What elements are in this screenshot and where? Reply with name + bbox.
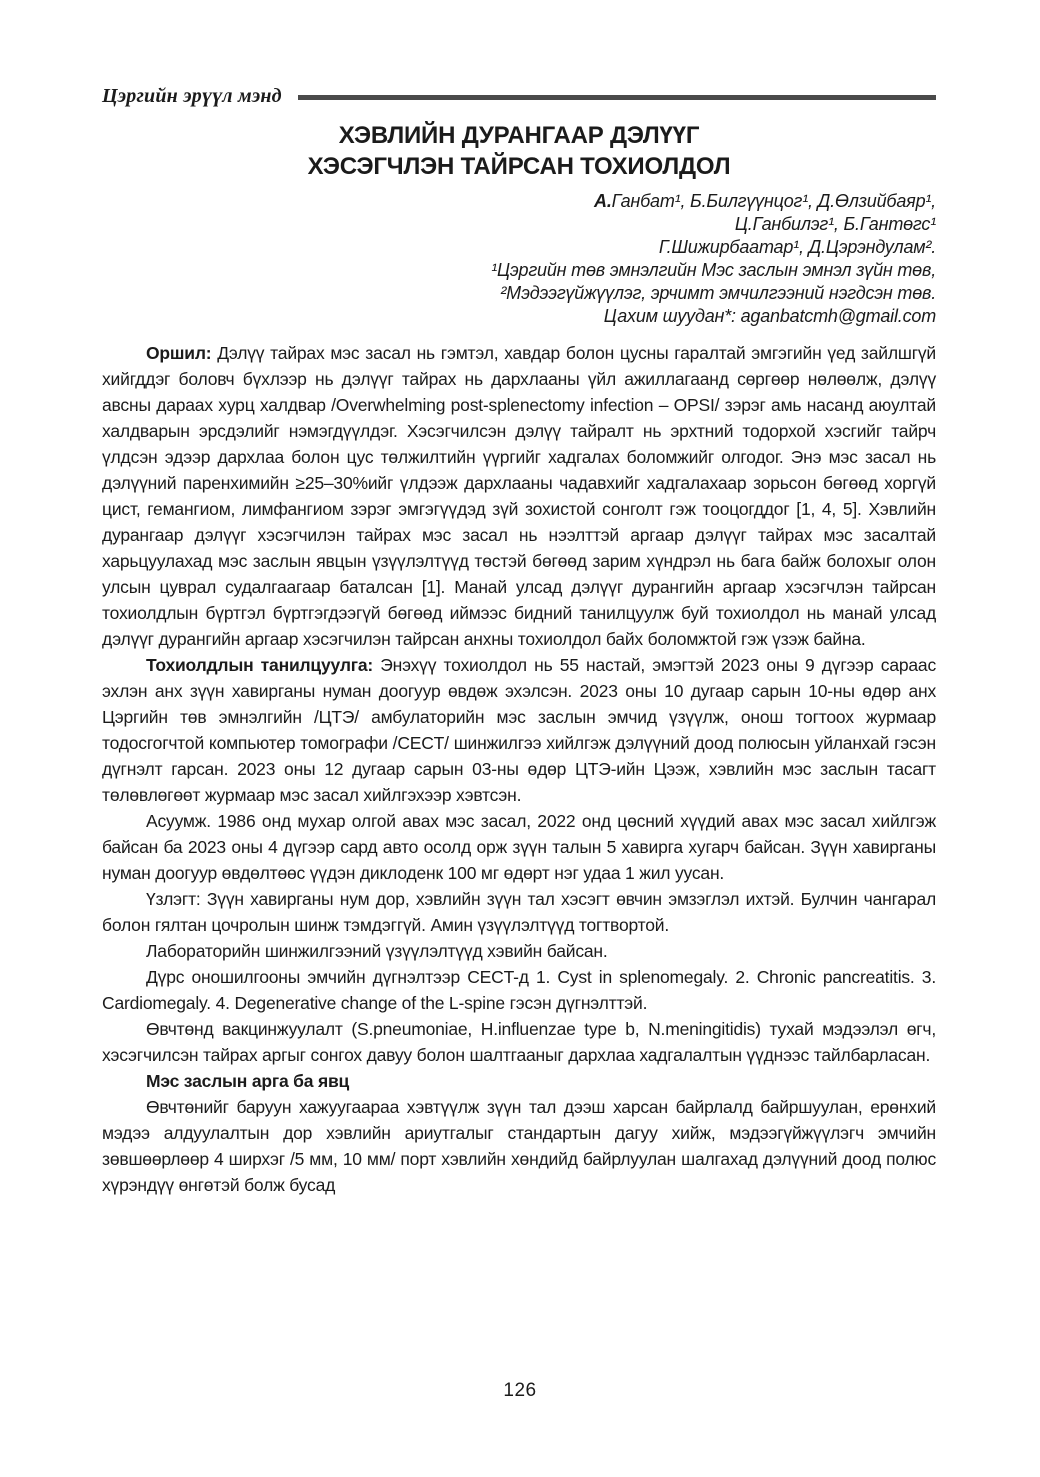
paragraph-case-presentation (102, 652, 936, 808)
email-line: Цахим шуудан*: aganbatcmh@gmail.com (603, 306, 936, 326)
paragraph-case-presentation-text: Энэхүү тохиолдол нь 55 настай, эмэгтэй 2023 оны 9 дүгээр сараас эхлэн анх зүүн хавирганы нуман доогуур өвдөж эхэлсэн. 2023 оны 10 дугаар сарын 10-ны өдөр анх Цэргийн төв эмнэлгийн /ЦТЭ/ амбулаторийн мэс заслын эмчид үзүүлж, онош тогтоох журмаар тодосгогчтой компьютер томографи /CECT/ шинжилгээ хийлгэж дэлүүний доод полюсын уйланхай гэсэн дүгнэлт гарсан. 2023 оны 12 дугаар сарын 03-ны өдөр ЦТЭ-ийн Цээж, хэвлийн мэс заслын тасагт төлөвлөгөөт журмаар мэс засал хийлгэхээр хэвтсэн. (102, 655, 937, 805)
paragraph-case-presentation-lead: Тохиолдлын танилцуулга: (146, 655, 381, 675)
author-line-2: Ц.Ганбилэг¹, Б.Гантөгс¹ (734, 214, 936, 234)
paragraph-laboratory-text: Лабораторийн шинжилгээний үзүүлэлтүүд хэвийн байсан. (146, 941, 608, 961)
paragraph-introduction-text: Дэлүү тайрах мэс засал нь гэмтэл, хавдар болон цусны гаралтай эмгэгийн үед зайлшгүй хийгддэг боловч бүхлээр нь дэлүүг тайрах нь дархлааны үйл ажиллагаанд сөргөөр нөлөөлж, дэлүү авсны дараах хурц халдвар /Overwhelming post-splenectomy infection – OPSI/ зэрэг амь насанд аюултай халдварын эрсдэлийг нэмэгдүүлдэг. Хэсэгчилсэн дэлүү тайралт нь эрхтний тодорхой хэсгийг тайрч үлдсэн эдээр дархлаа болон цус төлжилтийн үүргийг хадгалах боломжийг олгодог. Энэ мэс засал нь дэлүүний паренхимийн ≥25–30%ийг үлдээж дархлааны чадавхийг хадгалахаар зорьсон бөгөөд хоргүй цист, гемангиом, лимфангиом зэрэг эмгэгүүдэд зүй зохистой сонголт гэж тооцогддог [1, 4, 5]. Хэвлийн дурангаар дэлүүг хэсэгчилэн тайрах мэс засал нь нээлттэй аргаар дэлүүг тайрах мэс засалтай харьцуулахад мэс заслын явцын үзүүлэлтүүд төстэй бөгөөд зарим хүндрэл нь бага байж болохыг олон улсын цуврал судалгаагаар баталсан [1]. Манай улсад дэлүүг дурангийн аргаар хэсэгчлэн тайрсан тохиолдлын бүртгэл бүртгэгдээгүй бөгөөд иймээс бидний танилцуулж буй тохиолдол нь манай улсад дэлүүг дурангийн аргаар хэсэгчилэн тайрсан анхны тохиолдол байх боломжтой гэж үзэж байна. (102, 343, 936, 649)
paragraph-surgical-procedure-text: Өвчтөнийг баруун хажуугаараа хэвтүүлж зүүн тал дээш харсан байрлалд байршуулан, ерөнхий мэдээ алдуулалтын дор хэвлийн ариутгалыг стандартын дагуу хийж, мэдээгүйжүүлэгч эмчийн зөвшөөрлөөр 4 ширхэг /5 мм, 10 мм/ порт хэвлийн хөндийд байрлуулан шалгахад дэлүүний доод полюс хүрэндүү өнгөтэй болж бусад (102, 1097, 936, 1195)
paragraph-imaging (102, 964, 936, 1016)
page-number: 126 (503, 1380, 537, 1401)
paragraph-history (102, 808, 936, 886)
author-line-3: Г.Шижирбаатар¹, Д.Цэрэндулам². (658, 237, 936, 257)
paragraph-introduction-lead: Оршил: (146, 343, 218, 363)
article-title (102, 120, 936, 182)
article-body (102, 340, 936, 1198)
article-title-line1: ХЭВЛИЙН ДУРАНГААР ДЭЛҮҮГ (338, 122, 700, 149)
section-heading-surgical-method (102, 1068, 936, 1094)
author-line-1 (102, 190, 936, 213)
section-heading-surgical-method-text: Мэс заслын арга ба явц (146, 1071, 350, 1091)
paragraph-examination (102, 886, 936, 938)
paragraph-history-text: Асуумж. 1986 онд мухар олгой авах мэс засал, 2022 онд цөсний хүүдий авах мэс засал хийлгэж байсан ба 2023 оны 4 дүгээр сард авто осолд орж зүүн талын 5 хавирга хугарч байсан. Зүүн хавирганы нуман доогуур өвдөлтөөс үүдэн диклоденк 100 мг өдөрт нэг удаа 1 жил уусан. (102, 811, 936, 883)
paragraph-laboratory (102, 938, 936, 964)
paragraph-surgical-procedure (102, 1094, 936, 1198)
author-line-1-rest: Ганбат¹, Б.Билгүүнцог¹, Д.Өлзийбаяр¹, (611, 191, 936, 211)
journal-name: Цэргийн эрүүл мэнд (102, 85, 282, 107)
paragraph-examination-text: Үзлэгт: Зүүн хавирганы нум дор, хэвлийн зүүн тал хэсэгт өвчин эмзэглэл ихтэй. Булчин чангарал болон гялтан цочролын шинж тэмдэггүй. Амин үзүүлэлтүүд тогтвортой. (102, 889, 936, 935)
paragraph-imaging-text: Дүрс оношилгооны эмчийн дүгнэлтээр CECT-д 1. Cyst in splenomegaly. 2. Chronic pancreatitis. 3. Cardiomegaly. 4. Degenerative change of the L-spine гэсэн дүгнэлттэй. (102, 967, 936, 1013)
affiliation-line-1: ¹Цэргийн төв эмнэлгийн Мэс заслын эмнэл зүйн төв, (491, 260, 936, 280)
affiliation-line-2: ²Мэдээгүйжүүлэг, эрчимт эмчилгээний нэгдсэн төв. (500, 283, 936, 303)
paragraph-vaccination (102, 1016, 936, 1068)
header-rule-divider (298, 95, 936, 100)
paragraph-vaccination-text: Өвчтөнд вакцинжуулалт (S.pneumoniae, H.influenzae type b, N.meningitidis) тухай мэдээлэл өгч, хэсэгчилсэн тайрах аргыг сонгох давуу болон шалтгааныг дархлаа хадгалалтын үүднээс тайлбарласан. (102, 1019, 936, 1065)
author-line-1-lead: А. (594, 191, 612, 211)
byline-block (102, 190, 936, 328)
paragraph-introduction (102, 340, 936, 652)
journal-header (102, 84, 936, 108)
article-title-line2: ХЭСЭГЧЛЭН ТАЙРСАН ТОХИОЛДОЛ (307, 153, 731, 180)
